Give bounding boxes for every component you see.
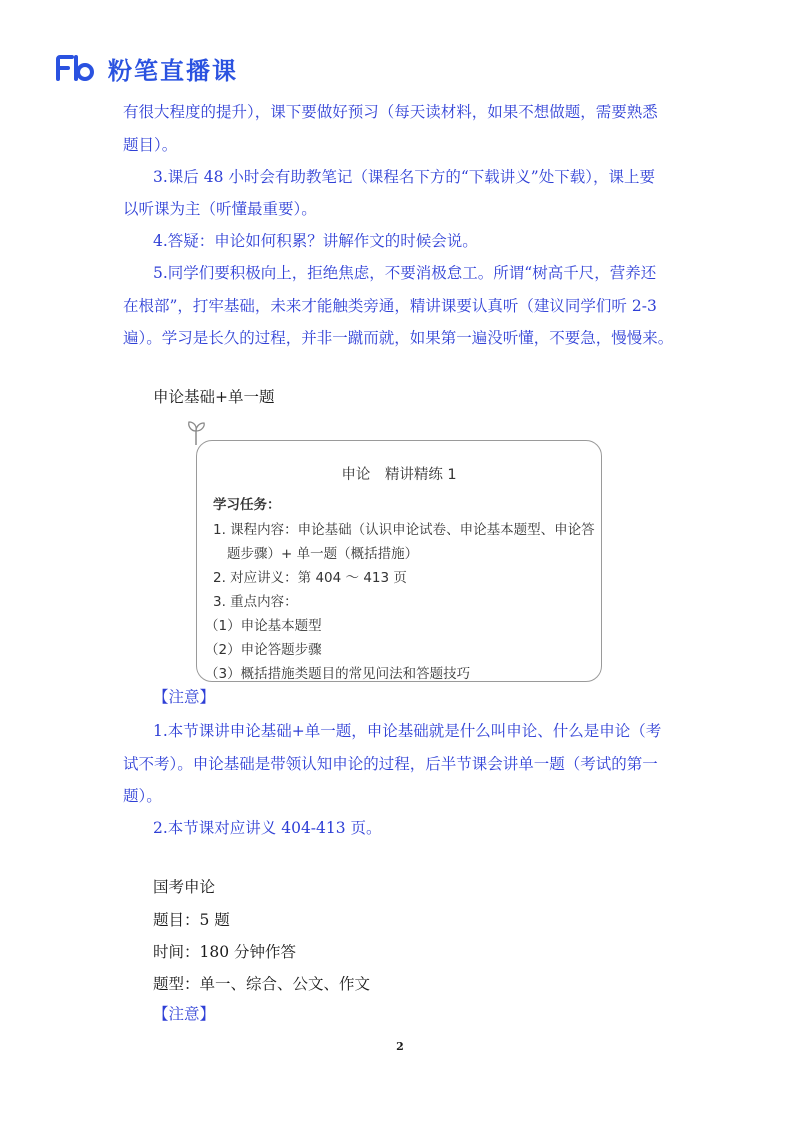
card-item: 3. 重点内容： (213, 594, 298, 610)
brand-logo (56, 50, 238, 86)
page-number: 2 (396, 1040, 404, 1053)
card-item: 2. 对应讲义：第 404 ～ 413 页 (213, 570, 407, 586)
body-line: 题目）。 (123, 136, 178, 154)
note-line: 试不考）。申论基础是带领认知申论的过程，后半节课会讲单一题（考试的第一 (123, 755, 658, 773)
exam-info-item: 题目：5 题 (153, 911, 230, 929)
card-title: 申论 精讲精练 1 (341, 467, 457, 483)
section-heading-guokao: 国考申论 (153, 878, 216, 896)
logo-text: 粉笔直播课 (108, 56, 238, 85)
note-line: 题）。 (123, 787, 162, 805)
card-item: 1. 课程内容：申论基础（认识申论试卷、申论基本题型、申论答 (213, 522, 595, 538)
card-item: （3）概括措施类题目的常见问法和答题技巧 (205, 666, 471, 682)
note-line: 2.本节课对应讲义 404-413 页。 (153, 819, 382, 837)
card-subtitle: 学习任务： (213, 497, 281, 513)
card-item: 题步骤）+ 单一题（概括措施） (227, 546, 419, 562)
body-line: 以听课为主（听懂最重要）。 (123, 200, 317, 218)
card-item: （1）申论基本题型 (205, 618, 322, 634)
learning-task-card (196, 440, 602, 682)
body-line: 遍）。学习是长久的过程，并非一蹴而就，如果第一遍没听懂，不要急，慢慢来。 (123, 329, 674, 347)
body-line: 有很大程度的提升），课下要做好预习（每天读材料，如果不想做题，需要熟悉 (123, 103, 658, 121)
card-item: （2）申论答题步骤 (205, 642, 322, 658)
note-label: 【注意】 (153, 1005, 216, 1023)
body-line: 在根部”，打牢基础，未来才能触类旁通，精讲课要认真听（建议同学们听 2-3 (123, 297, 657, 315)
body-line: 4.答疑：申论如何积累？讲解作文的时候会说。 (153, 232, 478, 250)
exam-info-item: 题型：单一、综合、公文、作文 (153, 975, 371, 993)
fb-logo-icon (56, 55, 98, 81)
body-line: 5.同学们要积极向上，拒绝焦虑，不要消极怠工。所谓“树高千尺，营养还 (153, 264, 657, 282)
body-line: 3.课后 48 小时会有助教笔记（课程名下方的“下载讲义”处下载），课上要 (153, 168, 655, 186)
section-heading-shenlun-basics: 申论基础+单一题 (153, 388, 275, 406)
note-line: 1.本节课讲申论基础+单一题，申论基础就是什么叫申论、什么是申论（考 (153, 722, 662, 740)
exam-info-item: 时间：180 分钟作答 (153, 943, 297, 961)
note-label: 【注意】 (153, 688, 216, 706)
